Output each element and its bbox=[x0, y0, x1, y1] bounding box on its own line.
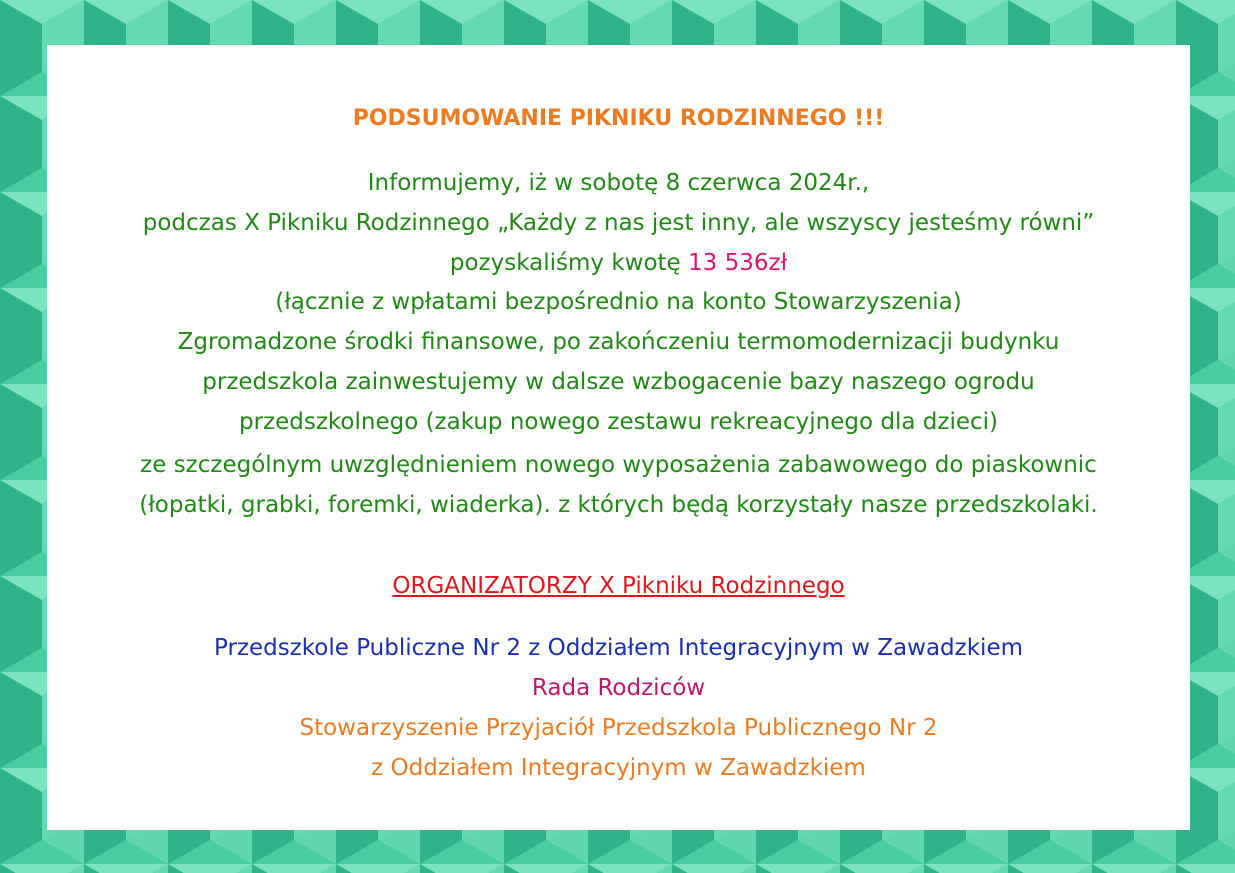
announcement-title: PODSUMOWANIE PIKNIKU RODZINNEGO !!! bbox=[352, 106, 885, 131]
body-line-8: ze szczególnym uwzględnieniem nowego wyposażenia zabawowego do piaskownic bbox=[140, 452, 1097, 478]
announcement-card bbox=[47, 45, 1190, 830]
body-line-3 bbox=[47, 247, 1190, 279]
organizer-school: Przedszkole Publiczne Nr 2 z Oddziałem Integracyjnym w Zawadzkiem bbox=[213, 635, 1023, 661]
organizer-association-line-1: Stowarzyszenie Przyjaciół Przedszkola Publicznego Nr 2 bbox=[299, 715, 938, 741]
organizer-association-line-2: z Oddziałem Integracyjnym w Zawadzkiem bbox=[371, 755, 866, 781]
body-line-9: (łopatki, grabki, foremki, wiaderka). z których będą korzystały nasze przedszkolaki. bbox=[139, 492, 1098, 518]
body-line-5: Zgromadzone środki finansowe, po zakończeniu termomodernizacji budynku bbox=[177, 329, 1060, 355]
body-line-7: przedszkolnego (zakup nowego zestawu rekreacyjnego dla dzieci) bbox=[238, 409, 999, 435]
body-line-1: Informujemy, iż w sobotę 8 czerwca 2024r., bbox=[367, 170, 870, 196]
body-line-4: (łącznie z wpłatami bezpośrednio na konto Stowarzyszenia) bbox=[275, 289, 962, 315]
raised-amount: 13 536zł bbox=[688, 250, 788, 276]
body-line-2: podczas X Pikniku Rodzinnego „Każdy z nas jest inny, ale wszyscy jesteśmy równi” bbox=[142, 210, 1095, 236]
organizers-heading: ORGANIZATORZY X Pikniku Rodzinnego bbox=[392, 573, 845, 599]
body-line-6: przedszkola zainwestujemy w dalsze wzbogacenie bazy naszego ogrodu bbox=[202, 369, 1035, 395]
amount-intro: pozyskaliśmy kwotę bbox=[449, 250, 689, 276]
organizer-parents-council: Rada Rodziców bbox=[531, 675, 706, 701]
